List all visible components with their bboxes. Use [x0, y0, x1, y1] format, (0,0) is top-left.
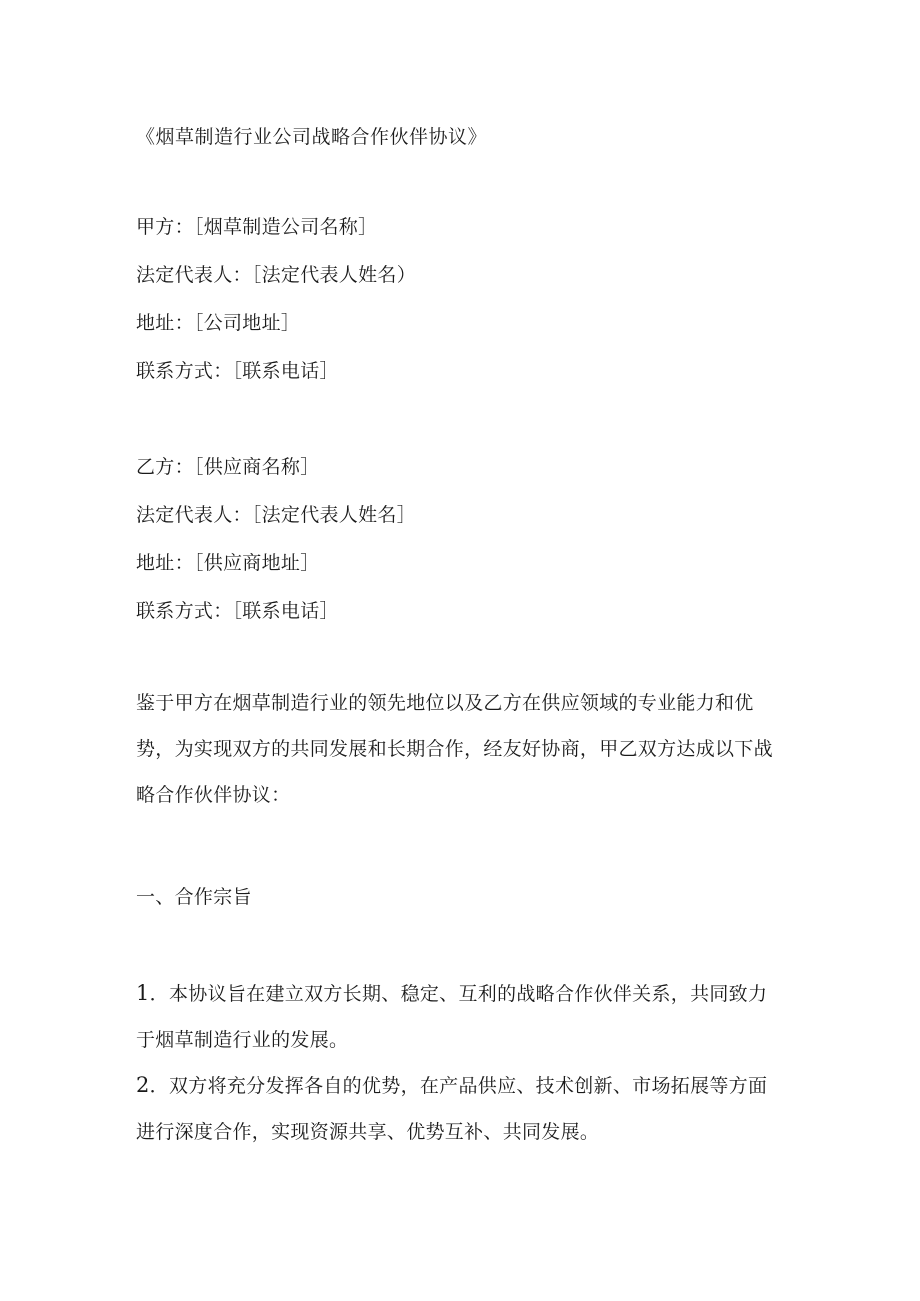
party-a-name: 甲方：［烟草制造公司名称］: [136, 216, 378, 238]
document-title: 《烟草制造行业公司战略合作伙伴协议》: [136, 126, 488, 148]
party-a-representative: 法定代表人：［法定代表人姓名）: [136, 264, 417, 286]
party-b-representative: 法定代表人：［法定代表人姓名］: [136, 504, 417, 526]
party-b-address: 地址：［供应商地址］: [136, 552, 320, 574]
list-item-text: ．双方将充分发挥各自的优势，在产品供应、技术创新、市场拓展等方面进行深度合作，实现资源共享、优势互补、共同发展。: [136, 1075, 768, 1143]
preamble-paragraph: 鉴于甲方在烟草制造行业的领先地位以及乙方在供应领域的专业能力和优势，为实现双方的共同发展和长期合作，经友好协商，甲乙双方达成以下战略合作伙伴协议：: [136, 692, 773, 806]
party-a-address: 地址：［公司地址］: [136, 312, 301, 334]
section-heading: 一、合作宗旨: [136, 886, 252, 908]
party-b-name: 乙方：［供应商名称］: [136, 456, 320, 478]
list-item: [136, 970, 786, 1063]
list-item-number: 2: [136, 1073, 150, 1097]
list-item-number: 1: [136, 981, 150, 1005]
list-item-text: ．本协议旨在建立双方长期、稳定、互利的战略合作伙伴关系，共同致力于烟草制造行业的发展。: [136, 983, 768, 1051]
list-item: [136, 1062, 786, 1155]
party-b-contact: 联系方式：［联系电话］: [136, 600, 339, 622]
party-a-contact: 联系方式：［联系电话］: [136, 360, 339, 382]
